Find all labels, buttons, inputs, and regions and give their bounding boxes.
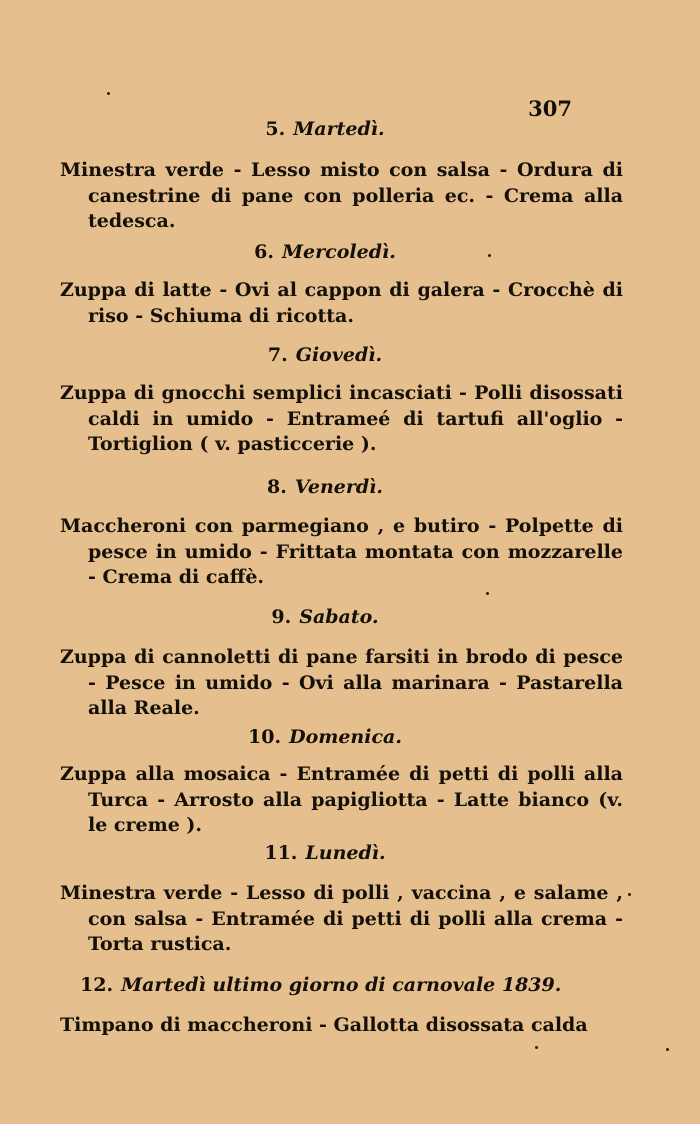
- menu-entry: Zuppa di latte - Ovi al cappon di galera - Crocchè di riso - Schiuma di ricotta.: [60, 279, 623, 327]
- day-name: Giovedì.: [295, 344, 383, 366]
- day-heading-lunedi: [0, 842, 650, 864]
- day-name: Martedì ultimo giorno di carnovale 1839.: [121, 974, 562, 996]
- day-heading-sabato: [0, 606, 650, 628]
- ink-speck: [628, 893, 631, 896]
- day-heading-martedi-carnevale: [80, 974, 600, 996]
- day-name: Lunedì.: [305, 842, 386, 864]
- day-heading-martedi: [0, 118, 650, 140]
- menu-entry: Minestra verde - Lesso misto con salsa - Ordura di canestrine di pane con polleria ec. - Crema alla tedesca.: [60, 159, 623, 232]
- ink-speck: [107, 92, 110, 95]
- menu-entry: Zuppa di cannoletti di pane farsiti in brodo di pesce - Pesce in umido - Ovi alla marinara - Pastarella alla Reale.: [60, 646, 623, 719]
- menu-entry: Timpano di maccheroni - Gallotta disossata calda: [60, 1014, 588, 1036]
- day-number: 6.: [254, 241, 275, 263]
- day-name: Domenica.: [289, 726, 402, 748]
- day-name: Martedì.: [293, 118, 385, 140]
- day-number: 9.: [271, 606, 292, 628]
- ink-speck: [535, 1046, 538, 1049]
- day-name: Venerdì.: [294, 476, 383, 498]
- menu-entry: Zuppa di gnocchi semplici incasciati - Polli disossati caldi in umido - Entrameé di tartufi all'oglio - Tortiglion ( v. pasticcerie ).: [60, 382, 623, 455]
- day-name: Sabato.: [299, 606, 379, 628]
- day-number: 8.: [267, 476, 287, 498]
- menu-entry: Zuppa alla mosaica - Entramée di petti di polli alla Turca - Arrosto alla papigliotta - Latte bianco (v. le creme ).: [60, 763, 623, 836]
- day-number: 5.: [265, 118, 286, 140]
- page-number: 307: [528, 96, 572, 121]
- ink-speck: [488, 254, 491, 257]
- ink-speck: [486, 592, 489, 595]
- day-heading-giovedi: [0, 344, 650, 366]
- ink-speck: [666, 1048, 669, 1051]
- day-heading-mercoledi: [0, 241, 650, 263]
- day-heading-venerdi: [0, 476, 650, 498]
- day-name: Mercoledì.: [282, 241, 396, 263]
- day-number: 7.: [267, 344, 288, 366]
- day-number: 12.: [80, 974, 114, 996]
- menu-entry: Maccheroni con parmegiano , e butiro - Polpette di pesce in umido - Frittata montata con mozzarelle - Crema di caffè.: [60, 515, 623, 588]
- day-heading-domenica: [0, 726, 650, 748]
- day-number: 10.: [248, 726, 282, 748]
- menu-entry: Minestra verde - Lesso di polli , vaccina , e salame , con salsa - Entramée di petti di polli alla crema - Torta rustica.: [60, 882, 623, 955]
- day-number: 11.: [264, 842, 298, 864]
